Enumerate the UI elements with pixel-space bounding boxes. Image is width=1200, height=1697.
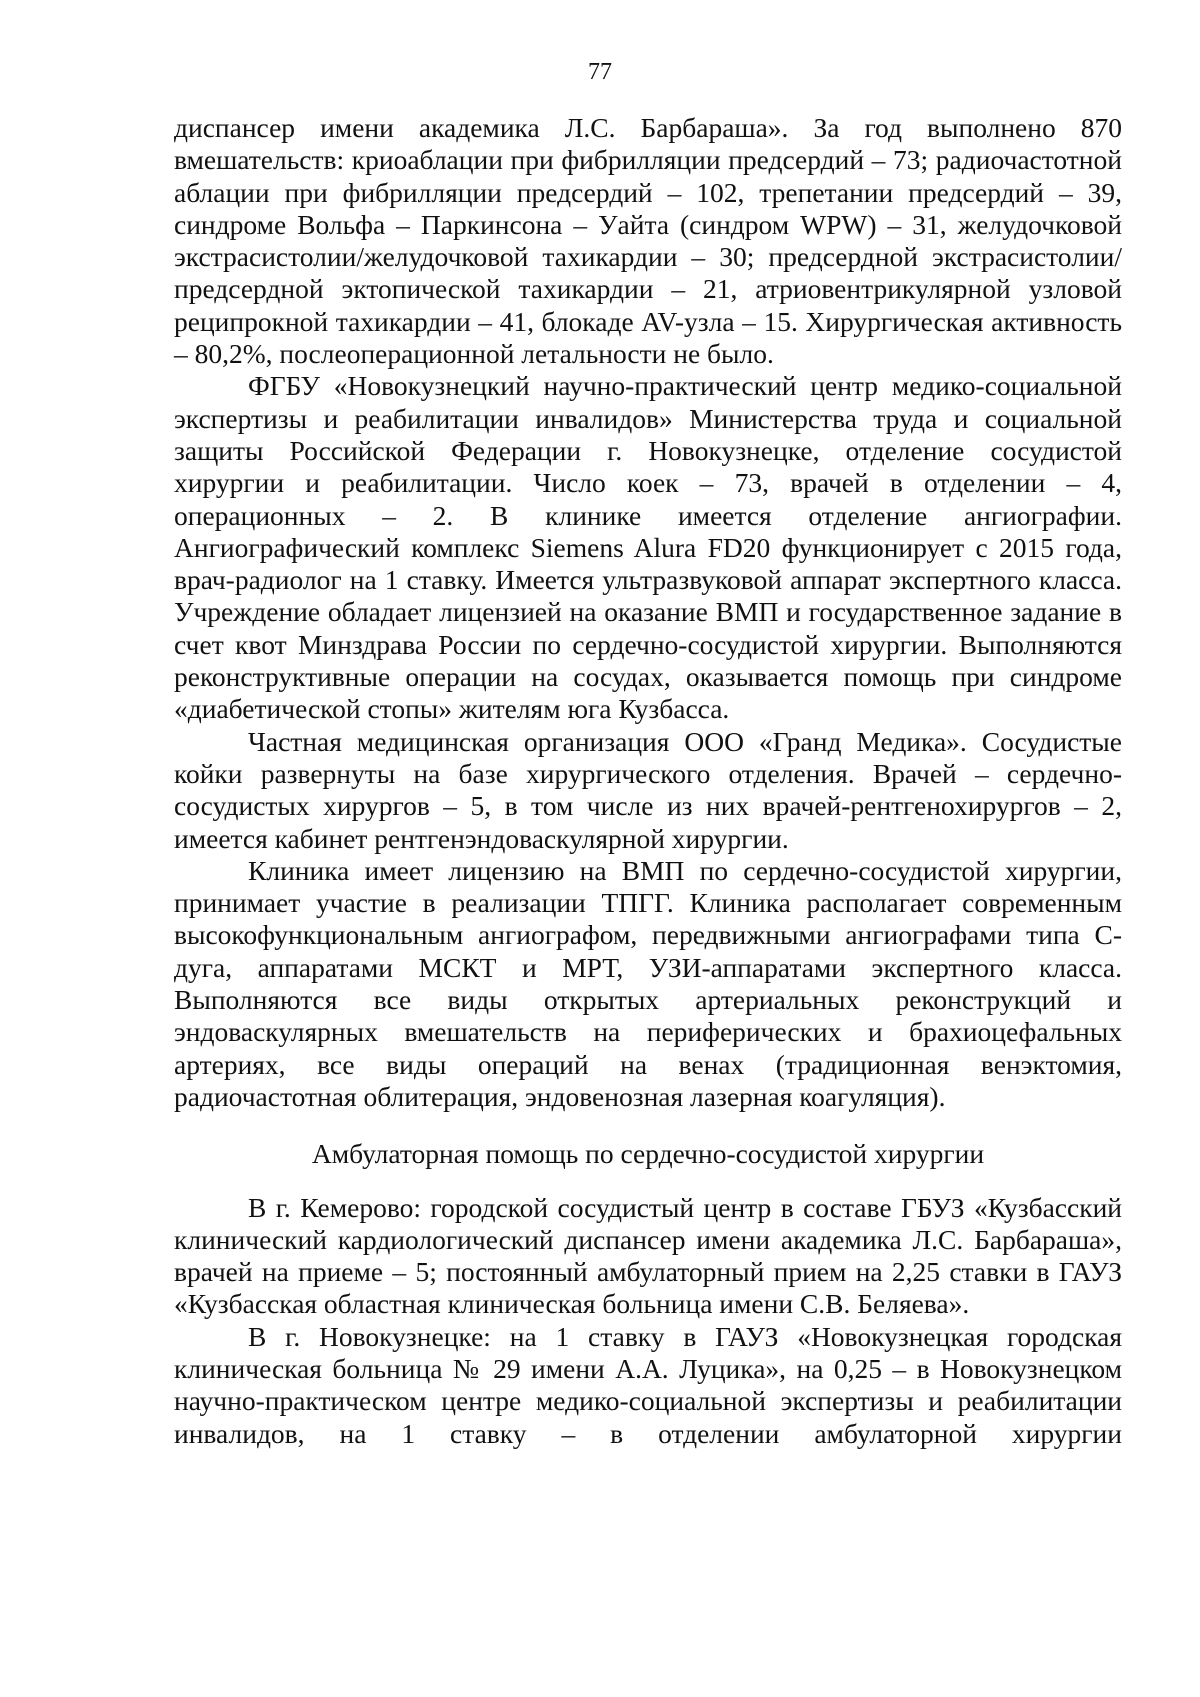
paragraph-grand-medika: Частная медицинская организация ООО «Гранд Медика». Сосудистые койки развернуты на базе хирургического отделения. Врачей – сердечно-сосудистых хирургов – 5, в том числе из них врачей-рентгенохирургов – 2, имеется кабинет рентгенэндоваскулярной хирургии. bbox=[174, 725, 1122, 854]
paragraph-novokuznetsk-outpatient: В г. Новокузнецке: на 1 ставку в ГАУЗ «Новокузнецкая городская клиническая больница № 29 имени А.А. Луцика», на 0,25 – в Новокузнецком научно-практическом центре медико-социальной экспертизы и реабилитации инвалидов, на 1 ставку – в отделении амбулаторной хирургии bbox=[174, 1320, 1122, 1449]
section-heading: Амбулаторная помощь по сердечно-сосудистой хирургии bbox=[311, 1138, 985, 1170]
document-body bbox=[174, 112, 1122, 1450]
paragraph-novokuznetsk-center: ФГБУ «Новокузнецкий научно-практический центр медико-социальной экспертизы и реабилитации инвалидов» Министерства труда и социальной защиты Российской Федерации г. Новокузнецке, отделение сосудистой хирургии и реабилитации. Число коек – 73, врачей в отделении – 4, операционных – 2. В клинике имеется отделение ангиографии. Ангиографический комплекс Siemens Alura FD20 функционирует с 2015 года, врач-радиолог на 1 ставку. Имеется ультразвуковой аппарат экспертного класса. Учреждение обладает лицензией на оказание ВМП и государственное задание в счет квот Минздрава России по сердечно-сосудистой хирургии. Выполняются реконструктивные операции на сосудах, оказывается помощь при синдроме «диабетической стопы» жителям юга Кузбасса. bbox=[174, 370, 1122, 725]
page-number: 77 bbox=[588, 59, 612, 85]
paragraph-clinic-license: Клиника имеет лицензию на ВМП по сердечно-сосудистой хирургии, принимает участие в реализации ТПГГ. Клиника располагает современным высокофункциональным ангиографом, передвижными ангиографами типа С-дуга, аппаратами МСКТ и МРТ, УЗИ-аппаратами экспертного класса. Выполняются все виды открытых артериальных реконструкций и эндоваскулярных вмешательств на периферических и брахиоцефальных артериях, все виды операций на венах (традиционная венэктомия, радиочастотная облитерация, эндовенозная лазерная коагуляция). bbox=[174, 854, 1122, 1112]
paragraph-continued: диспансер имени академика Л.С. Барбараша». За год выполнено 870 вмешательств: криоаблации при фибрилляции предсердий – 73; радиочастотной аблации при фибрилляции предсердий – 102, трепетании предсердий – 39, синдроме Вольфа – Паркинсона – Уайта (синдром WPW) – 31, желудочковой экстрасистолии/желудочковой тахикардии – 30; предсердной экстрасистолии/предсердной эктопической тахикардии – 21, атриовентрикулярной узловой реципрокной тахикардии – 41, блокаде AV-узла – 15. Хирургическая активность – 80,2%, послеоперационной летальности не было. bbox=[174, 112, 1122, 370]
paragraph-kemerovo: В г. Кемерово: городской сосудистый центр в составе ГБУЗ «Кузбасский клинический кардиологический диспансер имени академика Л.С. Барбараша», врачей на приеме – 5; постоянный амбулаторный прием на 2,25 ставки в ГАУЗ «Кузбасская областная клиническая больница имени С.В. Беляева». bbox=[174, 1191, 1122, 1320]
